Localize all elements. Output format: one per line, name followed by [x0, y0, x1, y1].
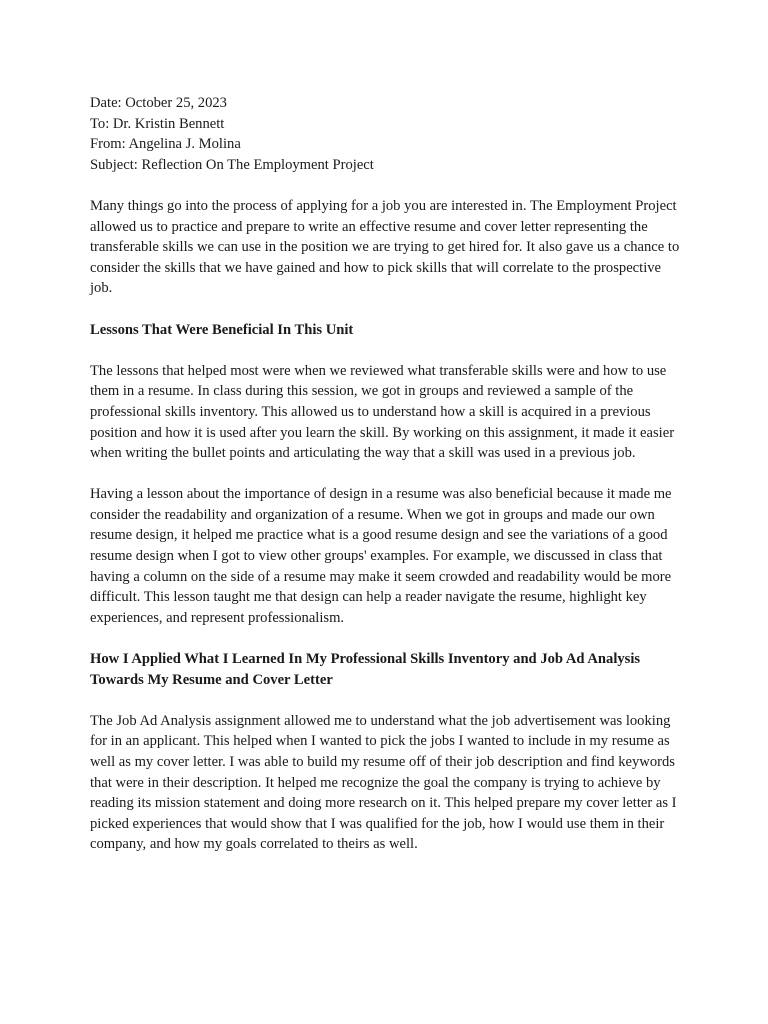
memo-document [90, 93, 680, 855]
lessons-paragraph-2: Having a lesson about the importance of design in a resume was also beneficial because it made me consider the readability and organization of a resume. When we got in groups and made our own resume design, it helped me practice what is a good resume design and see the variations of a good resume design when I got to view other groups' examples. For example, we discussed in class that having a column on the side of a resume may make it seem crowded and readability would be more difficult. This lesson taught me that design can help a reader navigate the resume, highlight key experiences, and represent professionalism. [90, 486, 672, 626]
section-heading-lessons: Lessons That Were Beneficial In This Unit [90, 321, 354, 338]
intro-paragraph: Many things go into the process of applying for a job you are interested in. The Employment Project allowed us to practice and prepare to write an effective resume and cover letter representing the transferable skills we can use in the position we are trying to get hired for. It also gave us a chance to consider the skills that we have gained and how to pick skills that will correlate to the prospective job. [90, 197, 680, 297]
memo-from: From: Angelina J. Molina [90, 136, 241, 153]
application-paragraph-1: The Job Ad Analysis assignment allowed me to understand what the job advertisement was looking for in an applicant. This helped when I wanted to pick the jobs I wanted to include in my resume as well as my cover letter. I was able to build my resume off of their job description and find keywords that were in their description. It helped me recognize the goal the company is trying to achieve by reading its mission statement and doing more research on it. This helped prepare my cover letter as I picked experiences that would show that I was qualified for the job, how I would use them in their company, and how my goals correlated to theirs as well. [90, 712, 677, 853]
memo-to: To: Dr. Kristin Bennett [90, 115, 225, 132]
memo-subject: Subject: Reflection On The Employment Project [90, 156, 374, 173]
lessons-paragraph-1: The lessons that helped most were when we reviewed what transferable skills were and how to use them in a resume. In class during this session, we got in groups and reviewed a sample of the professional skills inventory. This allowed us to understand how a skill is acquired in a previous position and how it is used after you learn the skill. By working on this assignment, it made it easier when writing the bullet points and articulating the way that a skill was used in a previous job. [90, 362, 675, 462]
memo-date: Date: October 25, 2023 [90, 95, 227, 111]
section-heading-application: How I Applied What I Learned In My Professional Skills Inventory and Job Ad Analysis Towards My Resume and Cover Letter [90, 651, 641, 688]
memo-header [90, 93, 680, 175]
